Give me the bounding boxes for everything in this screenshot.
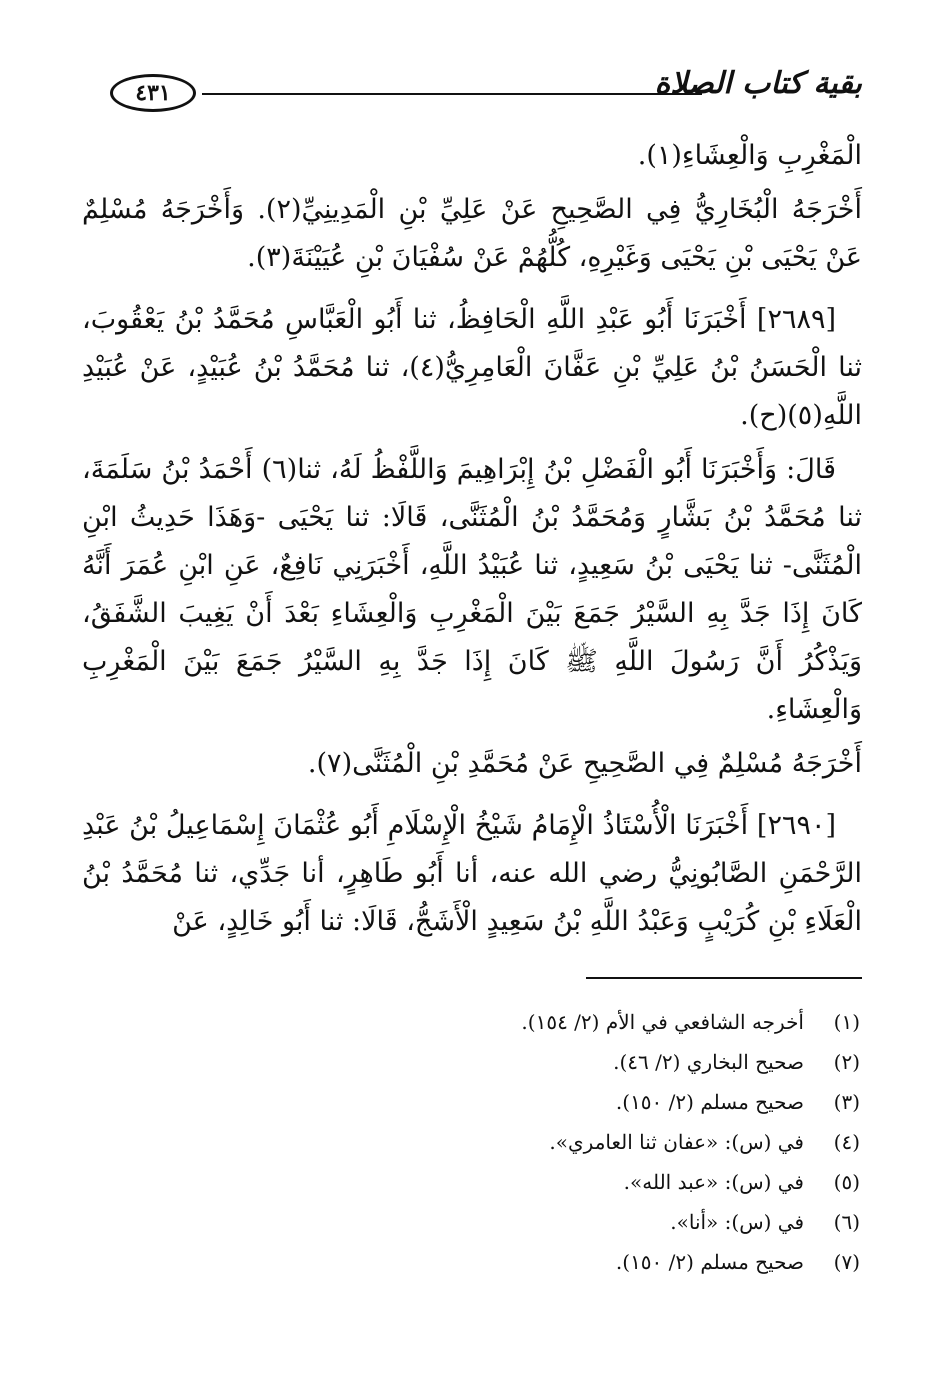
- footnote-text: في (س): «عفان ثنا العامري».: [549, 1130, 804, 1154]
- footnote: [140, 1202, 860, 1242]
- page-number: ٤٣١: [135, 80, 171, 106]
- footnote-separator: [586, 977, 862, 979]
- header-rule: [202, 93, 702, 95]
- body-paragraph: الْمَغْرِبِ وَالْعِشَاءِ(١).: [637, 140, 862, 171]
- footnote-number: (٣): [833, 1090, 860, 1114]
- footnote-number: (١): [833, 1010, 860, 1034]
- footnote-text: في (س): «عبد الله».: [623, 1170, 804, 1194]
- running-head: بقية كتاب الصلاة: [654, 66, 862, 101]
- hadith-paragraph: [٢٦٩٠] أَخْبَرَنَا الْأُسْتَاذُ الْإِمَامُ شَيْخُ الْإِسْلَامِ أَبُو عُثْمَانَ إِسْمَاعِيلُ بْنُ عَبْدِ الرَّحْمَنِ الصَّابُونِيُّ رضي الله عنه، أنا أَبُو طَاهِرٍ، أنا جَدِّي، ثنا مُحَمَّدُ بْنُ الْعَلَاءِ بْنِ كُرَيْبٍ وَعَبْدُ اللَّهِ بْنُ سَعِيدٍ الْأَشَجُّ، قَالَا: ثنا أَبُو خَالِدٍ، عَنْ: [82, 810, 862, 937]
- footnote: [140, 1162, 860, 1202]
- footnote-number: (٢): [833, 1050, 860, 1074]
- body-paragraph: قَالَ: وَأَخْبَرَنَا أَبُو الْفَضْلِ بْنُ إِبْرَاهِيمَ وَاللَّفْظُ لَهُ، ثنا(٦) أَحْمَدُ بْنُ سَلَمَةَ، ثنا مُحَمَّدُ بْنُ بَشَّارٍ وَمُحَمَّدُ بْنُ الْمُثَنَّى، قَالَا: ثنا يَحْيَى -وَهَذَا حَدِيثُ ابْنِ الْمُثَنَّى- ثنا يَحْيَى بْنُ سَعِيدٍ، ثنا عُبَيْدُ اللَّهِ، أَخْبَرَنِي نَافِعٌ، عَنِ ابْنِ عُمَرَ أَنَّهُ كَانَ إِذَا جَدَّ بِهِ السَّيْرُ جَمَعَ بَيْنَ الْمَغْرِبِ وَالْعِشَاءِ بَعْدَ أَنْ يَغِيبَ الشَّفَقُ، وَيَذْكُرُ أَنَّ رَسُولَ اللَّهِ ﷺ كَانَ إِذَا جَدَّ بِهِ السَّيْرُ جَمَعَ بَيْنَ الْمَغْرِبِ وَالْعِشَاءِ.: [82, 454, 862, 725]
- footnote: [140, 1122, 860, 1162]
- body-paragraph: أَخْرَجَهُ الْبُخَارِيُّ فِي الصَّحِيحِ عَنْ عَلِيِّ بْنِ الْمَدِينِيِّ(٢). وَأَخْرَجَهُ مُسْلِمٌ عَنْ يَحْيَى بْنِ يَحْيَى وَغَيْرِهِ، كُلُّهُمْ عَنْ سُفْيَانَ بْنِ عُيَيْنَةَ(٣).: [82, 194, 862, 273]
- footnote-number: (٥): [833, 1170, 860, 1194]
- footnote-number: (٧): [833, 1250, 860, 1274]
- footnote-number: (٤): [833, 1130, 860, 1154]
- page-number-badge: [110, 74, 196, 112]
- hadith-paragraph: [٢٦٨٩] أَخْبَرَنَا أَبُو عَبْدِ اللَّهِ الْحَافِظُ، ثنا أَبُو الْعَبَّاسِ مُحَمَّدُ بْنُ يَعْقُوبَ، ثنا الْحَسَنُ بْنُ عَلِيِّ بْنِ عَفَّانَ الْعَامِرِيُّ(٤)، ثنا مُحَمَّدُ بْنُ عُبَيْدٍ، عَنْ عُبَيْدِ اللَّهِ(٥)(ح).: [82, 304, 862, 431]
- footnote-text: صحيح البخاري (٢/ ٤٦).: [613, 1050, 804, 1074]
- main-text: [82, 132, 862, 946]
- footnote: [140, 1242, 860, 1282]
- footnote: [140, 1082, 860, 1122]
- footnote-text: صحيح مسلم (٢/ ١٥٠).: [615, 1250, 804, 1274]
- page-header: [110, 62, 862, 126]
- footnotes: [140, 1002, 860, 1282]
- footnote-text: أخرجه الشافعي في الأم (٢/ ١٥٤).: [521, 1010, 804, 1034]
- footnote: [140, 1042, 860, 1082]
- footnote-text: في (س): «أنا».: [670, 1210, 804, 1234]
- footnote-number: (٦): [833, 1210, 860, 1234]
- body-paragraph: أَخْرَجَهُ مُسْلِمٌ فِي الصَّحِيحِ عَنْ مُحَمَّدِ بْنِ الْمُثَنَّى(٧).: [307, 748, 862, 779]
- footnote-text: صحيح مسلم (٢/ ١٥٠).: [615, 1090, 804, 1114]
- footnote: [140, 1002, 860, 1042]
